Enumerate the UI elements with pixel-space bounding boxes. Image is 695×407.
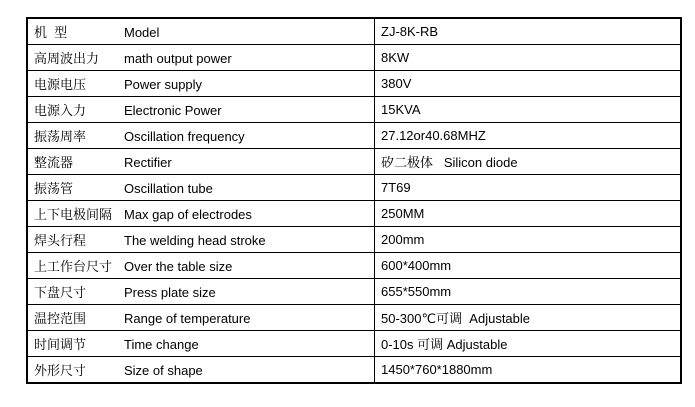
table-row [27, 45, 681, 71]
spec-value-cell: 0-10s 可调 Adjustable [375, 331, 682, 357]
spec-label-cn: 上下电极间隔 [34, 207, 113, 222]
table-row [27, 201, 681, 227]
specification-table [26, 17, 682, 384]
spec-label-cell [27, 175, 375, 201]
spec-label-cn: 上工作台尺寸 [34, 259, 113, 274]
spec-label-cn: 机 型 [34, 25, 68, 40]
spec-label-cn: 时间调节 [34, 337, 87, 352]
spec-value-cell: 8KW [375, 45, 682, 71]
spec-label-en: Over the table size [124, 259, 233, 274]
spec-value-cell: 1450*760*1880mm [375, 357, 682, 384]
spec-label-cell [27, 45, 375, 71]
spec-label-cn: 焊头行程 [34, 233, 87, 248]
spec-table-body [27, 18, 681, 383]
spec-label-cell [27, 149, 375, 175]
spec-label-cell [27, 253, 375, 279]
table-row [27, 279, 681, 305]
spec-label-cell [27, 305, 375, 331]
spec-label-en: Max gap of electrodes [124, 207, 252, 222]
spec-label-en: Time change [124, 337, 199, 352]
spec-label-cell [27, 97, 375, 123]
spec-label-en: Power supply [124, 77, 203, 92]
spec-label-en: Size of shape [124, 363, 203, 378]
spec-label-cn: 高周波出力 [34, 51, 100, 66]
spec-value-cell: 655*550mm [375, 279, 682, 305]
spec-value-cell: 50-300℃可调 Adjustable [375, 305, 682, 331]
spec-label-cell [27, 18, 375, 45]
spec-value-cell: 7T69 [375, 175, 682, 201]
spec-label-cn: 整流器 [34, 155, 74, 170]
table-row [27, 123, 681, 149]
spec-value-cell: 200mm [375, 227, 682, 253]
table-row [27, 97, 681, 123]
table-row [27, 149, 681, 175]
table-row [27, 175, 681, 201]
spec-label-cell [27, 357, 375, 384]
spec-label-cn: 电源电压 [34, 77, 87, 92]
spec-label-cn: 外形尺寸 [34, 363, 87, 378]
spec-value-cell: 15KVA [375, 97, 682, 123]
spec-label-cn: 振荡周率 [34, 129, 87, 144]
table-row [27, 305, 681, 331]
spec-value-cell: 矽二极体 Silicon diode [375, 149, 682, 175]
spec-label-cn: 电源入力 [34, 103, 87, 118]
spec-label-cn: 下盘尺寸 [34, 285, 87, 300]
spec-label-cell [27, 123, 375, 149]
spec-label-en: Range of temperature [124, 311, 251, 326]
spec-value-cell: 380V [375, 71, 682, 97]
spec-label-cell [27, 331, 375, 357]
spec-label-en: math output power [124, 51, 232, 66]
spec-label-cn: 温控范围 [34, 311, 87, 326]
spec-value-cell: 250MM [375, 201, 682, 227]
spec-label-en: Oscillation tube [124, 181, 213, 196]
table-row [27, 227, 681, 253]
table-row [27, 18, 681, 45]
table-row [27, 253, 681, 279]
spec-value-cell: 600*400mm [375, 253, 682, 279]
spec-label-en: Oscillation frequency [124, 129, 245, 144]
spec-label-cell [27, 227, 375, 253]
spec-label-en: The welding head stroke [124, 233, 266, 248]
table-row [27, 357, 681, 384]
spec-label-cell [27, 201, 375, 227]
spec-value-cell: ZJ-8K-RB [375, 18, 682, 45]
spec-label-cell [27, 279, 375, 305]
table-row [27, 331, 681, 357]
spec-label-cn: 振荡管 [34, 181, 74, 196]
spec-label-en: Press plate size [124, 285, 216, 300]
spec-label-en: Model [124, 25, 160, 40]
table-row [27, 71, 681, 97]
spec-label-en: Rectifier [124, 155, 172, 170]
spec-label-en: Electronic Power [124, 103, 222, 118]
spec-label-cell [27, 71, 375, 97]
spec-value-cell: 27.12or40.68MHZ [375, 123, 682, 149]
